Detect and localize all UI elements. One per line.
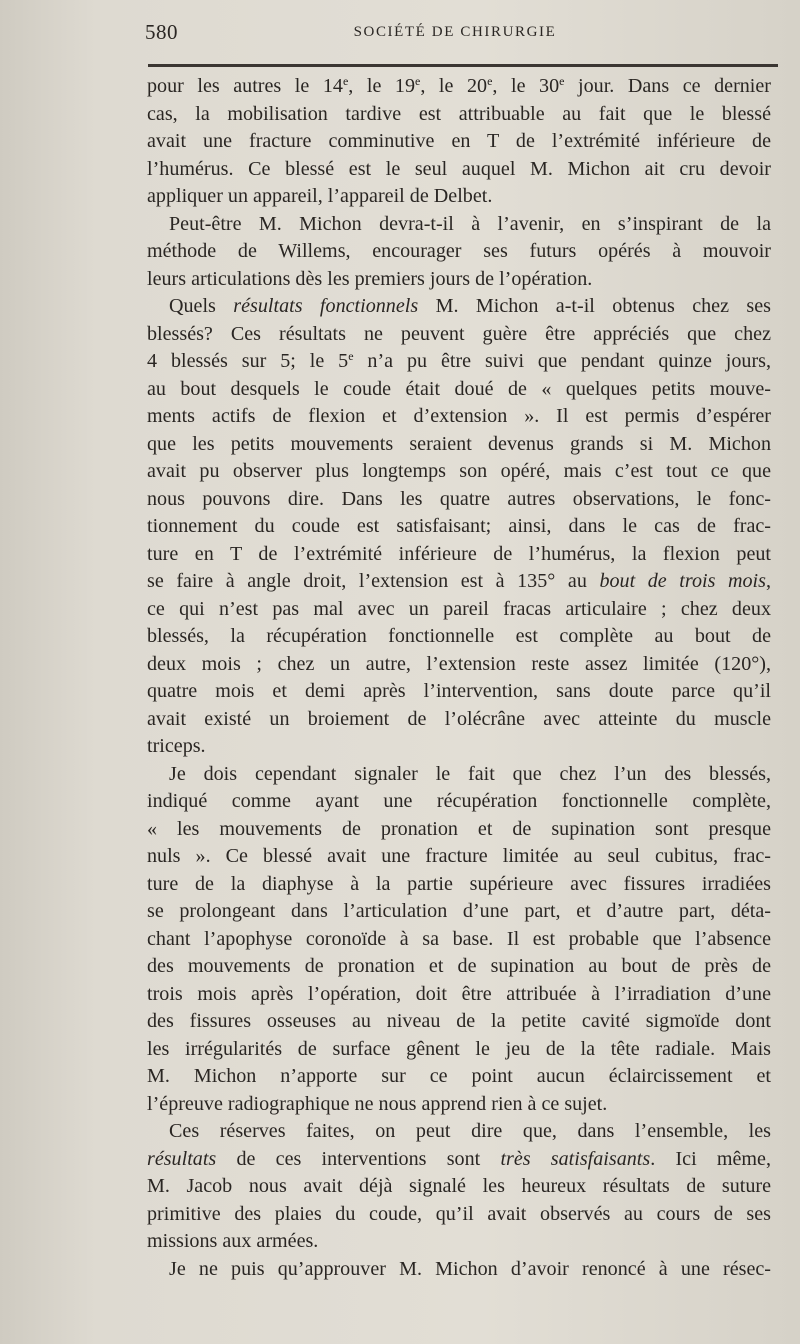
header-rule <box>148 64 778 67</box>
text-line: M. Jacob nous avait déjà signalé les heureux résultats de suture <box>147 1175 771 1197</box>
text-line: Je dois cependant signaler le fait que chez l’un des blessés, <box>169 762 771 785</box>
text-line: primitive des plaies du coude, qu’il avait observés au cours de ses <box>147 1202 771 1225</box>
page-number: 580 <box>145 20 178 44</box>
text-line: que les petits mouvements seraient devenus grands si M. Michon <box>147 432 771 455</box>
text-line: Je ne puis qu’approuver M. Michon d’avoir renoncé à une résec- <box>169 1257 771 1280</box>
text-line: des mouvements de pronation et de supination au bout de près de <box>147 955 771 977</box>
text-line: Ces réserves faites, on peut dire que, dans l’ensemble, les <box>169 1120 771 1142</box>
body-text <box>147 73 771 1283</box>
text-line: ce qui n’est pas mal avec un pareil fracas articulaire ; chez deux <box>147 597 771 620</box>
text-line: avait une fracture comminutive en T de l’extrémité inférieure de <box>147 130 771 152</box>
text-line: nous pouvons dire. Dans les quatre autres observations, le fonc- <box>147 487 771 510</box>
text-line: deux mois ; chez un autre, l’extension reste assez limitée (120°), <box>147 652 771 675</box>
text-line: missions aux armées. <box>147 1230 319 1252</box>
text-line: ments actifs de flexion et d’extension ». Il est permis d’espérer <box>147 405 771 427</box>
text-line: se prolongeant dans l’articulation d’une part, et d’autre part, déta- <box>147 900 771 922</box>
text-line: ture en T de l’extrémité inférieure de l’humérus, la flexion peut <box>147 542 771 565</box>
text-line: leurs articulations dès les premiers jours de l’opération. <box>147 267 593 290</box>
text-line: quatre mois et demi après l’intervention, sans doute parce qu’il <box>147 680 771 702</box>
text-line: Peut-être M. Michon devra-t-il à l’avenir, en s’inspirant de la <box>169 212 771 235</box>
text-line: 4 blessés sur 5; le 5e n’a pu être suivi que pendant quinze jours, <box>147 349 771 372</box>
text-line: nuls ». Ce blessé avait une fracture limitée au seul cubitus, frac- <box>147 845 771 867</box>
text-line: méthode de Willems, encourager ses futurs opérés à mouvoir <box>147 240 771 262</box>
text-line: ture de la diaphyse à la partie supérieure avec fissures irradiées <box>147 872 771 895</box>
text-line: indiqué comme ayant une récupération fonctionnelle complète, <box>147 790 771 812</box>
text-line: blessés, la récupération fonctionnelle est complète au bout de <box>147 625 771 647</box>
text-line: se faire à angle droit, l’extension est à 135° au bout de trois mois, <box>147 570 771 592</box>
text-line: résultats de ces interventions sont très satisfaisants. Ici même, <box>147 1147 772 1170</box>
text-line: cas, la mobilisation tardive est attribuable au fait que le blessé <box>147 102 771 125</box>
text-line: des fissures osseuses au niveau de la petite cavité sigmoïde dont <box>147 1010 771 1032</box>
page-header <box>145 20 785 46</box>
text-line: au bout desquels le coude était doué de « quelques petits mouve- <box>147 377 771 400</box>
text-line: tionnement du coude est satisfaisant; ainsi, dans le cas de frac- <box>147 515 771 537</box>
text-line: trois mois après l’opération, doit être attribuée à l’irradiation d’une <box>147 982 771 1005</box>
text-line: « les mouvements de pronation et de supination sont presque <box>147 817 771 840</box>
running-head: SOCIÉTÉ DE CHIRURGIE <box>353 24 557 40</box>
text-line: M. Michon n’apporte sur ce point aucun éclaircissement et <box>147 1065 771 1087</box>
text-line: triceps. <box>147 735 206 757</box>
text-line: l’épreuve radiographique ne nous apprend rien à ce sujet. <box>147 1092 608 1115</box>
text-line: chant l’apophyse coronoïde à sa base. Il est probable que l’absence <box>147 927 771 950</box>
text-line: avait existé un broiement de l’olécrâne avec atteinte du muscle <box>147 707 771 730</box>
text-line: avait pu observer plus longtemps son opéré, mais c’est tout ce que <box>147 460 771 482</box>
text-line: l’humérus. Ce blessé est le seul auquel M. Michon ait cru devoir <box>147 157 771 180</box>
text-line: Quels résultats fonctionnels M. Michon a-t-il obtenus chez ses <box>169 295 771 317</box>
text-line: pour les autres le 14e, le 19e, le 20e, le 30e jour. Dans ce dernier <box>147 74 771 97</box>
text-line: blessés? Ces résultats ne peuvent guère être appréciés que chez <box>147 322 771 345</box>
text-line: les irrégularités de surface gênent le jeu de la tête radiale. Mais <box>147 1037 771 1060</box>
text-line: appliquer un appareil, l’appareil de Delbet. <box>147 185 493 207</box>
